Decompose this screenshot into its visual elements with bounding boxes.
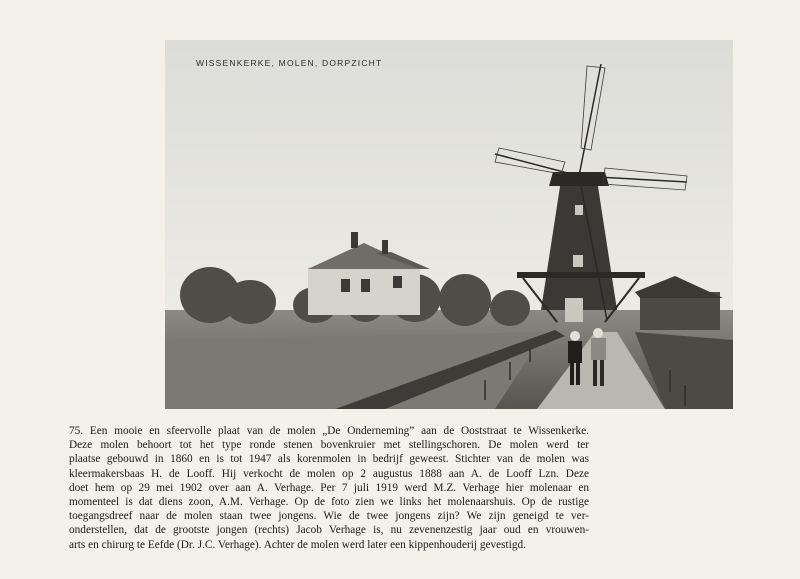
caption-line: onderstellen, dat de grootste jongen (rechts) Jacob Verhage is, nu zevenenzestig jaar oud en vrouwen- (69, 524, 589, 537)
caption-line: Deze molen behoort tot het type ronde stenen bovenkruier met stellingschoren. De molen werd ter (69, 439, 589, 452)
caption-line: kleermakersbaas H. de Looff. Hij verkocht de molen op 2 augustus 1888 aan A. de Looff Lzn. Deze (69, 467, 589, 480)
caption-line: momenteel is dat diens zoon, A.M. Verhage. Op de foto zien we links het molenaarshuis. Op de rustige (69, 496, 589, 509)
photo-title: WISSENKERKE, MOLEN, DORPZICHT (196, 58, 383, 68)
caption-line: 75. Een mooie en sfeervolle plaat van de molen „De Onderneming” aan de Ooststraat te Wissenkerke. (69, 425, 589, 437)
caption-line: doet hem op 29 mei 1902 over aan A. Verhage. Per 7 juli 1919 werd M.Z. Verhage hier molenaar en (69, 481, 589, 494)
caption-line: plaatse gebouwd in 1860 en is tot 1947 als korenmolen in bedrijf geweest. Stichter van de molen was (69, 453, 589, 466)
caption-line: arts en chirurg te Eefde (Dr. J.C. Verhage). Achter de molen werd later een kippenhouderij gevestigd. (69, 538, 526, 551)
caption-text (69, 424, 589, 552)
windmill-scene-image (165, 40, 733, 409)
historic-photograph (165, 40, 733, 409)
caption-line: toegangsdreef naar de molen staan twee jongens. Wie de twee jongens zijn? We zijn geneigd te ver- (69, 510, 589, 523)
